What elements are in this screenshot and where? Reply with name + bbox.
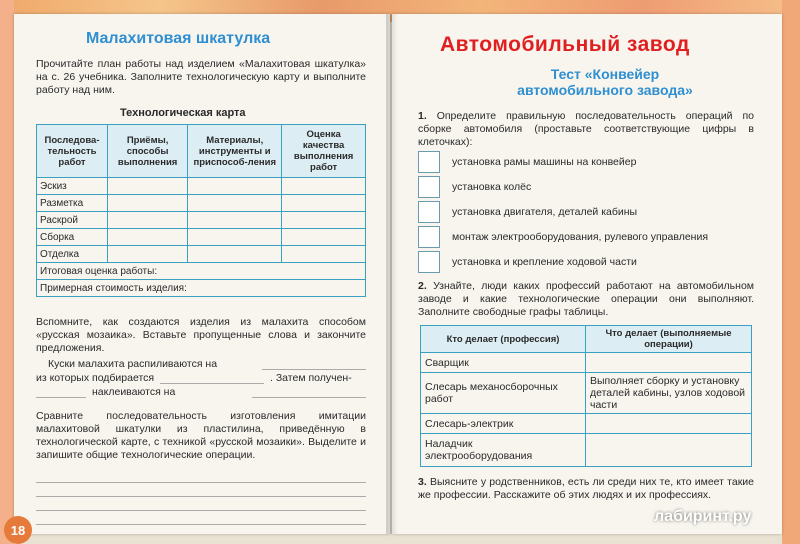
answer-box[interactable]: [418, 151, 440, 173]
tech-header-3: Материалы, инструменты и приспособ-ления: [188, 125, 282, 178]
tech-header-2: Приёмы, способы выполнения: [108, 125, 188, 178]
tech-header-4: Оценка качества выполнения работ: [282, 125, 366, 178]
option-label: установка и крепление ходовой части: [452, 256, 637, 268]
question-1: [418, 110, 754, 149]
operation-cell[interactable]: [586, 434, 752, 467]
answer-line[interactable]: [36, 524, 366, 525]
right-page-title: Автомобильный завод: [440, 33, 690, 56]
answer-box[interactable]: [418, 226, 440, 248]
row-label: Отделка: [37, 246, 108, 263]
profession-cell: Сварщик: [421, 353, 586, 373]
answer-line[interactable]: [262, 369, 366, 370]
answer-box[interactable]: [418, 251, 440, 273]
answer-line[interactable]: [160, 383, 264, 384]
operation-cell[interactable]: [586, 414, 752, 434]
left-intro: Прочитайте план работы над изделием «Малахитовая шкатулка» на с. 26 учебника. Заполните технологическую карту и выполните работу над ним.: [36, 58, 366, 96]
table-row: [421, 353, 752, 373]
table-row: [37, 229, 366, 246]
test-title: Тест «Конвейер автомобильного завода»: [517, 66, 693, 98]
empty-cell[interactable]: [108, 212, 188, 229]
question-2: [418, 280, 754, 319]
question-number: 2.: [418, 280, 427, 292]
right-edge-strip: [782, 0, 800, 544]
answer-line[interactable]: [36, 482, 366, 483]
question-text: Узнайте, люди каких профессий работают на автомобильном заводе и какие технологические операции они выполняют. Заполните свободные графы таблицы.: [418, 280, 755, 318]
question-number: 3.: [418, 476, 427, 488]
col-header-what: Что делает (выполняемые операции): [586, 326, 752, 353]
total-score-row[interactable]: Итоговая оценка работы:: [37, 263, 366, 280]
empty-cell[interactable]: [188, 246, 282, 263]
table-row: [37, 178, 366, 195]
fill-line-2b: . Затем получен-: [270, 372, 352, 384]
fill-line-2: из которых подбирается: [36, 372, 155, 384]
fill-line-3: наклеиваются на: [92, 386, 176, 398]
compare-task: Сравните последовательность изготовления имитации малахитовой шкатулки из пластилина, приведённую в технологической карте, с техникой «русской мозаики». Выделите и запишите общие технологические операции.: [36, 410, 366, 461]
mosaic-task: Вспомните, как создаются изделия из малахита способом «русская мозаика». Вставьте пропущенные слова и закончите предложения.: [36, 316, 366, 354]
professions-table: [420, 325, 752, 467]
table-row: [37, 246, 366, 263]
option-row[interactable]: [418, 201, 637, 223]
row-label: Разметка: [37, 195, 108, 212]
col-header-who: Кто делает (профессия): [421, 326, 586, 353]
row-label: Сборка: [37, 229, 108, 246]
question-3: [418, 476, 754, 502]
table-row: [421, 414, 752, 434]
tech-map-title: Технологическая карта: [120, 107, 246, 119]
empty-cell[interactable]: [108, 229, 188, 246]
table-row: [421, 373, 752, 414]
operation-cell[interactable]: [586, 353, 752, 373]
empty-cell[interactable]: [188, 212, 282, 229]
table-row: [421, 434, 752, 467]
question-text: Выясните у родственников, есть ли среди них те, кто имеет такие же профессии. Расскажите об этих людях и их профессиях.: [418, 476, 754, 501]
table-row: [37, 280, 366, 297]
empty-cell[interactable]: [282, 229, 366, 246]
operation-cell[interactable]: Выполняет сборку и установку деталей кабины, узлов ходовой части: [586, 373, 752, 414]
answer-line[interactable]: [36, 510, 366, 511]
option-row[interactable]: [418, 176, 531, 198]
empty-cell[interactable]: [188, 229, 282, 246]
table-row: [37, 212, 366, 229]
fill-line-1: Куски малахита распиливаются на: [48, 358, 218, 370]
option-row[interactable]: [418, 226, 708, 248]
empty-cell[interactable]: [282, 178, 366, 195]
answer-line[interactable]: [36, 397, 86, 398]
option-label: монтаж электрооборудования, рулевого управления: [452, 231, 709, 243]
question-number: 1.: [418, 110, 427, 122]
empty-cell[interactable]: [188, 195, 282, 212]
page-number-badge: 18: [4, 516, 32, 544]
left-edge-strip: [0, 0, 14, 544]
answer-line[interactable]: [36, 496, 366, 497]
watermark-logo: лабиринт.ру: [654, 508, 752, 525]
empty-cell[interactable]: [108, 178, 188, 195]
empty-cell[interactable]: [108, 195, 188, 212]
answer-line[interactable]: [252, 397, 366, 398]
option-label: установка рамы машины на конвейер: [452, 156, 637, 168]
option-label: установка двигателя, деталей кабины: [452, 206, 638, 218]
empty-cell[interactable]: [282, 246, 366, 263]
empty-cell[interactable]: [282, 195, 366, 212]
question-text: Определите правильную последовательность операций по сборке автомобиля (проставьте соответствующие цифры в клеточках):: [418, 110, 755, 148]
option-row[interactable]: [418, 251, 637, 273]
empty-cell[interactable]: [282, 212, 366, 229]
table-row: [37, 263, 366, 280]
option-label: установка колёс: [452, 181, 532, 193]
answer-box[interactable]: [418, 176, 440, 198]
row-label: Раскрой: [37, 212, 108, 229]
option-row[interactable]: [418, 151, 636, 173]
profession-cell: Слесарь механосборочных работ: [421, 373, 586, 414]
left-page-title: Малахитовая шкатулка: [86, 30, 271, 47]
answer-box[interactable]: [418, 201, 440, 223]
book-spine: [386, 14, 398, 534]
profession-cell: Наладчик электрооборудования: [421, 434, 586, 467]
tech-map-table: [36, 124, 366, 297]
price-row[interactable]: Примерная стоимость изделия:: [37, 280, 366, 297]
profession-cell: Слесарь-электрик: [421, 414, 586, 434]
empty-cell[interactable]: [188, 178, 282, 195]
table-row: [37, 195, 366, 212]
empty-cell[interactable]: [108, 246, 188, 263]
row-label: Эскиз: [37, 178, 108, 195]
tech-header-1: Последова-тельность работ: [37, 125, 108, 178]
